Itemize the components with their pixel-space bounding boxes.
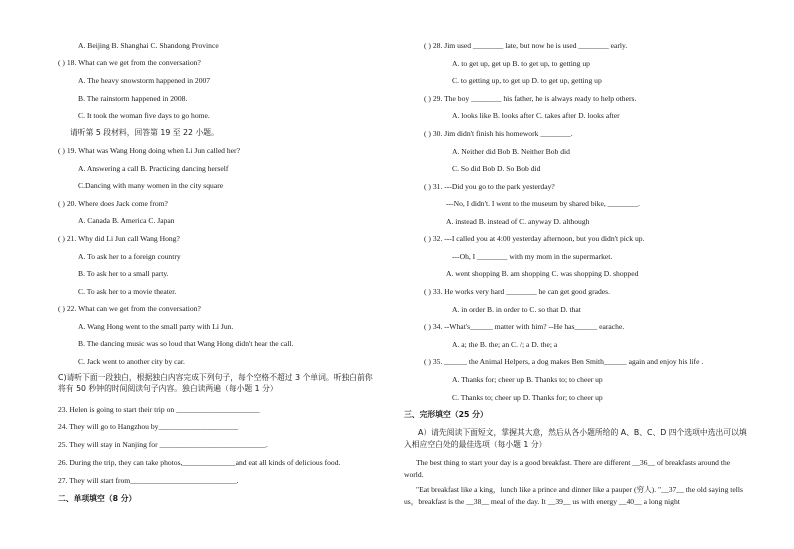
q31-options: A. instead B. instead of C. anyway D. although xyxy=(446,217,590,226)
q18-option-c: C. It took the woman five days to go home. xyxy=(78,111,210,120)
q19-stem: ( ) 19. What was Wang Hong doing when Li Jun called her? xyxy=(58,146,240,155)
q28-options-ab: A. to get up, get up B. to get up, to getting up xyxy=(452,59,590,68)
q18-stem: ( ) 18. What can we get from the conversation? xyxy=(58,58,201,67)
q32-options: A. went shopping B. am shopping C. was shopping D. shopped xyxy=(446,269,639,278)
q19-option-ab: A. Answering a call B. Practicing dancing herself xyxy=(78,164,229,173)
q21-option-a: A. To ask her to a foreign country xyxy=(78,252,181,261)
q17-options: A. Beijing B. Shanghai C. Shandong Province xyxy=(78,41,219,50)
q19-option-c: C.Dancing with many women in the city square xyxy=(78,181,224,190)
q26: 26. During the trip, they can take photos,______________and eat all kinds of delicious food. xyxy=(58,458,341,467)
q22-option-c: C. Jack went to another city by car. xyxy=(78,357,185,366)
q18-option-a: A. The heavy snowstorm happened in 2007 xyxy=(78,76,211,85)
section-3-heading: 三、完形填空（25 分） xyxy=(404,410,488,419)
q22-option-b: B. The dancing music was so loud that Wang Hong didn't hear the call. xyxy=(78,339,294,348)
q29-options: A. looks like B. looks after C. takes after D. looks after xyxy=(452,111,620,120)
q22-stem: ( ) 22. What can we get from the conversation? xyxy=(58,304,201,313)
q34-options: A. a; the B. the; an C. /; a D. the; a xyxy=(452,340,558,349)
q21-stem: ( ) 21. Why did Li Jun call Wang Hong? xyxy=(58,234,180,243)
q21-option-c: C. To ask her to a movie theater. xyxy=(78,287,177,296)
q33-stem: ( ) 33. He works very hard ________ he can get good grades. xyxy=(424,287,610,296)
section-c-instruction: C)请听下面一段独白，根据独白内容完成下列句子，每个空格不超过 3 个单词。听独白前你将有 50 秒钟的时间阅读句子内容。独白读两遍（每小题 1 分） xyxy=(58,373,373,393)
q27: 27. They will start from____________________________. xyxy=(58,476,239,485)
section-2-heading: 二、单项填空（8 分） xyxy=(58,494,137,503)
q31-reply: ---No, I didn't. I went to the museum by shared bike, ________. xyxy=(446,199,640,208)
q34-stem: ( ) 34. --What's______ matter with him? --He has______ earache. xyxy=(424,322,625,331)
q30-options-cd: C. So did Bob D. So Bob did xyxy=(452,164,541,173)
q35-stem: ( ) 35. ______ the Animal Helpers, a dog makes Ben Smith______ again and enjoy his life . xyxy=(424,357,704,366)
q22-option-a: A. Wang Hong went to the small party with Li Jun. xyxy=(78,322,234,331)
q20-options: A. Canada B. America C. Japan xyxy=(78,216,175,225)
q21-option-b: B. To ask her to a small party. xyxy=(78,269,169,278)
q18-option-b: B. The rainstorm happened in 2008. xyxy=(78,94,188,103)
q20-stem: ( ) 20. Where does Jack come from? xyxy=(58,199,168,208)
material-5-instruction: 请听第 5 段材料，回答第 19 至 22 小题。 xyxy=(70,128,219,137)
q28-stem: ( ) 28. Jim used ________ late, but now he is used ________ early. xyxy=(424,41,628,50)
q30-options-ab: A. Neither did Bob B. Neither Bob did xyxy=(452,147,570,156)
q23: 23. Helen is going to start their trip on ______________________ xyxy=(58,405,260,414)
cloze-paragraph-1: The best thing to start your day is a good breakfast. There are different __36__ of breakfasts around the world. xyxy=(404,458,731,479)
q35-options-cd: C. Thanks to; cheer up D. Thanks for; to cheer up xyxy=(452,393,603,402)
q24: 24. They will go to Hangzhou by_____________________ xyxy=(58,422,239,431)
cloze-instructions: A）请先阅读下面短文，掌握其大意，然后从各小题所给的 A、B、C、D 四个选项中选出可以填入相应空白处的最佳选项（每小题 1 分） xyxy=(404,428,747,449)
q35-options-ab: A. Thanks for; cheer up B. Thanks to; to cheer up xyxy=(452,375,603,384)
q30-stem: ( ) 30. Jim didn't finish his homework ________. xyxy=(424,129,573,138)
q32-reply: ---Oh, I ________ with my mom in the supermarket. xyxy=(452,252,613,261)
q28-options-cd: C. to getting up, to get up D. to get up, getting up xyxy=(452,76,602,85)
q32-stem: ( ) 32. ---I called you at 4:00 yesterday afternoon, but you didn't pick up. xyxy=(424,234,645,243)
q33-options: A. in order B. in order to C. so that D. that xyxy=(452,305,581,314)
q25: 25. They will stay in Nanjing for ____________________________. xyxy=(58,440,268,449)
cloze-paragraph-2: "Eat breakfast like a king，lunch like a prince and dinner like a pauper (穷人). "__37__ the old saying tells us，breakfast is the __38__ meal of the day. It __39__ us with energy __40__ a long night xyxy=(404,485,743,506)
q29-stem: ( ) 29. The boy ________ his father, he is always ready to help others. xyxy=(424,94,637,103)
q31-stem: ( ) 31. ---Did you go to the park yesterday? xyxy=(424,182,555,191)
